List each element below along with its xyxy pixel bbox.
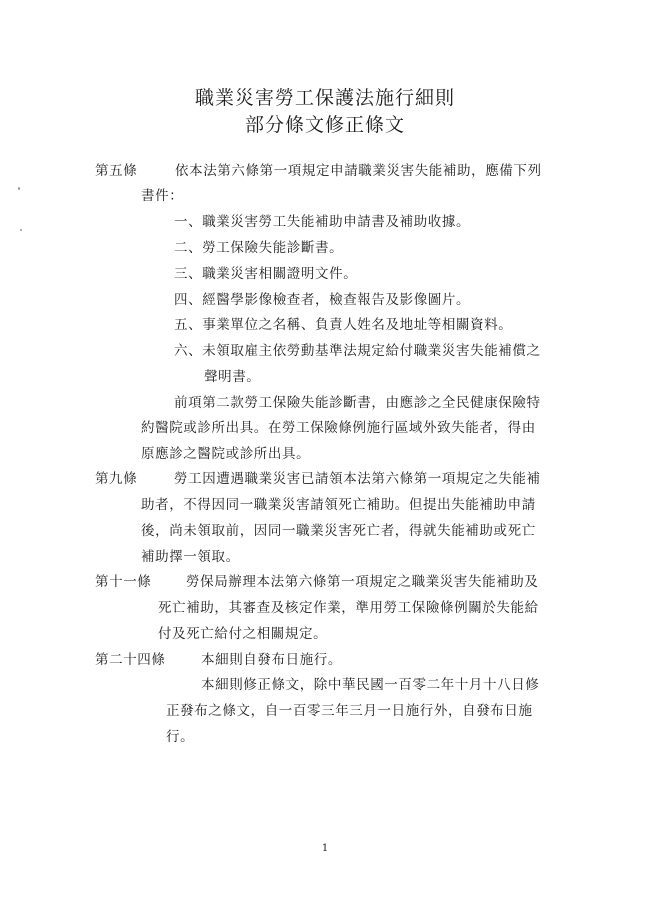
article-text-line: 助者，不得因同一職業災害請領死亡補助。但提出失能補助申請 bbox=[141, 497, 536, 513]
list-item: 二、勞工保險失能診斷書。 bbox=[174, 240, 344, 256]
article-text-line: 勞保局辦理本法第六條第一項規定之職業災害失能補助及 bbox=[186, 574, 539, 590]
list-item: 六、未領取雇主依勞動基準法規定給付職業災害失能補償之 bbox=[174, 343, 541, 359]
article-text-line: 正發布之條文，自一百零三年三月一日施行外，自發布日施 bbox=[166, 703, 533, 719]
article-text-line: 原應診之醫院或診所出具。 bbox=[141, 446, 311, 462]
article-text-line: 行。 bbox=[166, 729, 195, 745]
list-item: 四、經醫學影像檢查者，檢查報告及影像圖片。 bbox=[174, 292, 471, 308]
list-item: 三、職業災害相關證明文件。 bbox=[174, 266, 358, 282]
list-item: 聲明書。 bbox=[204, 369, 261, 385]
article-text-line: 勞工因遭遇職業災害已請領本法第六條第一項規定之失能補 bbox=[174, 471, 541, 487]
article-label: 第二十四條 bbox=[95, 652, 166, 668]
page-number: 1 bbox=[321, 843, 329, 854]
article-text-line: 付及死亡給付之相關規定。 bbox=[158, 626, 328, 642]
list-item: 五、事業單位之名稱、負責人姓名及地址等相關資料。 bbox=[174, 317, 513, 333]
article-label: 第九條 bbox=[95, 471, 138, 487]
article-text-line: 書件： bbox=[141, 188, 184, 204]
article-text-line: 依本法第六條第一項規定申請職業災害失能補助，應備下列 bbox=[175, 163, 542, 179]
article-label: 第十一條 bbox=[95, 574, 152, 590]
article-text-line: 死亡補助，其審查及核定作業，準用勞工保險條例關於失能給 bbox=[158, 600, 539, 616]
article-text-line: 本細則修正條文，除中華民國一百零二年十月十八日修 bbox=[201, 677, 540, 693]
article-label: 第五條 bbox=[95, 163, 138, 179]
list-item: 一、職業災害勞工失能補助申請書及補助收據。 bbox=[174, 214, 471, 230]
article-text-line: 前項第二款勞工保險失能診斷書，由應診之全民健康保險特 bbox=[174, 395, 541, 411]
article-text-line: 補助擇一領取。 bbox=[141, 549, 240, 565]
article-text-line: 後，尚未領取前，因同一職業災害死亡者，得就失能補助或死亡 bbox=[141, 523, 536, 539]
scan-speck bbox=[20, 229, 22, 231]
document-title-line2: 部分條文修正條文 bbox=[244, 114, 405, 136]
article-text-line: 本細則自發布日施行。 bbox=[201, 652, 342, 668]
scan-speck bbox=[18, 187, 20, 190]
article-text-line: 約醫院或診所出具。在勞工保險條例施行區域外致失能者，得由 bbox=[141, 420, 536, 436]
document-title-line1: 職業災害勞工保護法施行細則 bbox=[194, 87, 455, 109]
